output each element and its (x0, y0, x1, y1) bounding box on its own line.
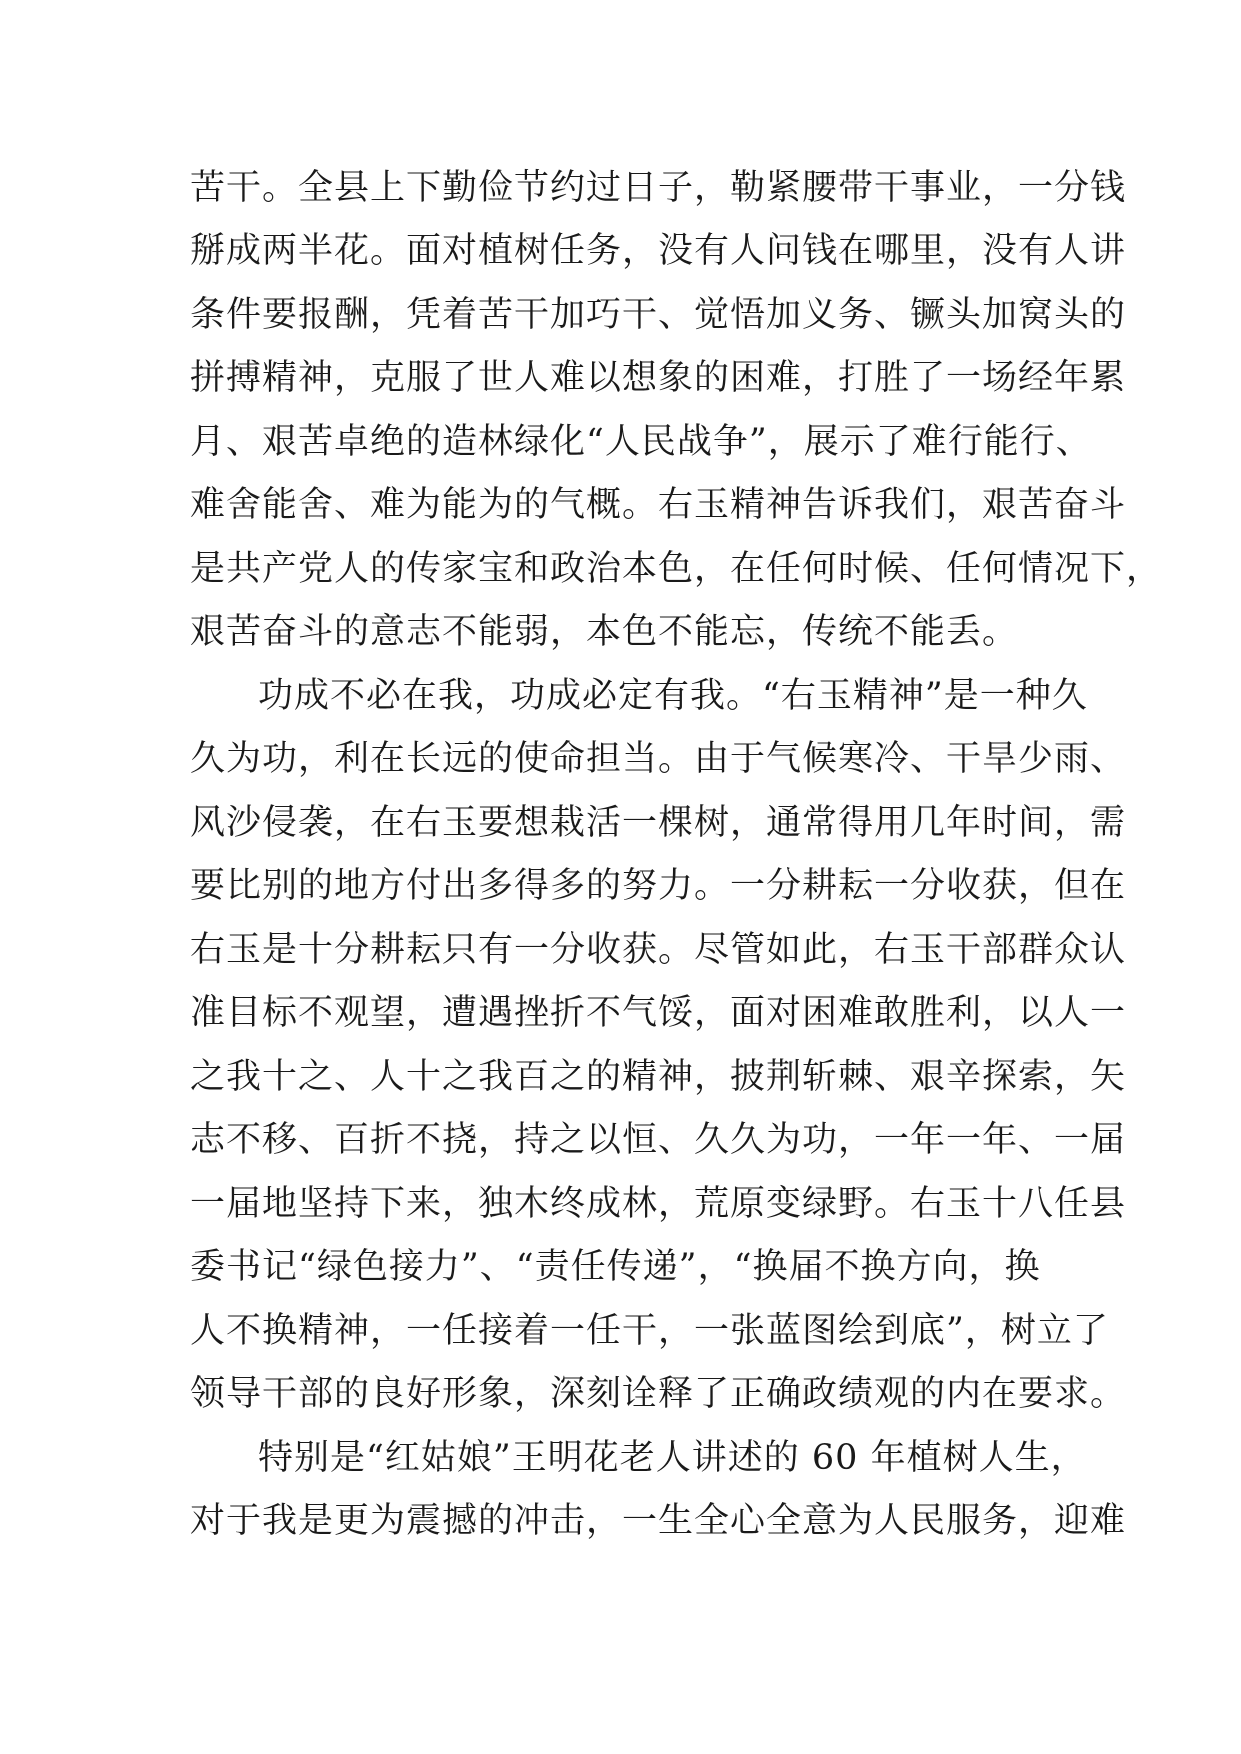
text-line: 条件要报酬，凭着苦干加巧干、觉悟加义务、镢头加窝头的 (190, 295, 1127, 335)
text-line: 准目标不观望，遭遇挫折不气馁，面对困难敢胜利，以人一 (190, 993, 1127, 1033)
text-line: 右玉是十分耕耘只有一分收获。尽管如此，右玉干部群众认 (190, 930, 1127, 970)
text-line: 难舍能舍、难为能为的气概。右玉精神告诉我们，艰苦奋斗 (190, 485, 1127, 525)
text-line: 艰苦奋斗的意志不能弱，本色不能忘，传统不能丢。 (190, 612, 1019, 652)
paragraph-first-line: 特别是“红姑娘”王明花老人讲述的 60 年植树人生， (258, 1438, 1087, 1478)
text-line: 人不换精神，一任接着一任干，一张蓝图绘到底”，树立了 (190, 1311, 1109, 1351)
text-line: 拼搏精神，克服了世人难以想象的困难，打胜了一场经年累 (190, 358, 1127, 398)
text-line: 苦干。全县上下勤俭节约过日子，勒紧腰带干事业，一分钱 (190, 168, 1127, 208)
text-line: 志不移、百折不挠，持之以恒、久久为功，一年一年、一届 (190, 1120, 1127, 1160)
text-line: 对于我是更为震撼的冲击，一生全心全意为人民服务，迎难 (190, 1501, 1127, 1541)
text-line: 掰成两半花。面对植树任务，没有人问钱在哪里，没有人讲 (190, 231, 1127, 271)
text-line: 之我十之、人十之我百之的精神，披荆斩棘、艰辛探索，矢 (190, 1057, 1127, 1097)
text-line: 久为功，利在长远的使命担当。由于气候寒冷、干旱少雨、 (190, 739, 1127, 779)
text-line: 一届地坚持下来，独木终成林，荒原变绿野。右玉十八任县 (190, 1184, 1127, 1224)
paragraph-first-line: 功成不必在我，功成必定有我。“右玉精神”是一种久 (258, 676, 1088, 716)
text-line: 委书记“绿色接力”、“责任传递”，“换届不换方向，换 (190, 1247, 1041, 1287)
text-line: 风沙侵袭，在右玉要想栽活一棵树，通常得用几年时间，需 (190, 803, 1127, 843)
text-line: 要比别的地方付出多得多的努力。一分耕耘一分收获，但在 (190, 866, 1127, 906)
text-line: 月、艰苦卓绝的造林绿化“人民战争”，展示了难行能行、 (190, 422, 1092, 462)
text-line: 领导干部的良好形象，深刻诠释了正确政绩观的内在要求。 (190, 1374, 1127, 1414)
text-line: 是共产党人的传家宝和政治本色，在任何时候、任何情况下， (190, 549, 1163, 589)
